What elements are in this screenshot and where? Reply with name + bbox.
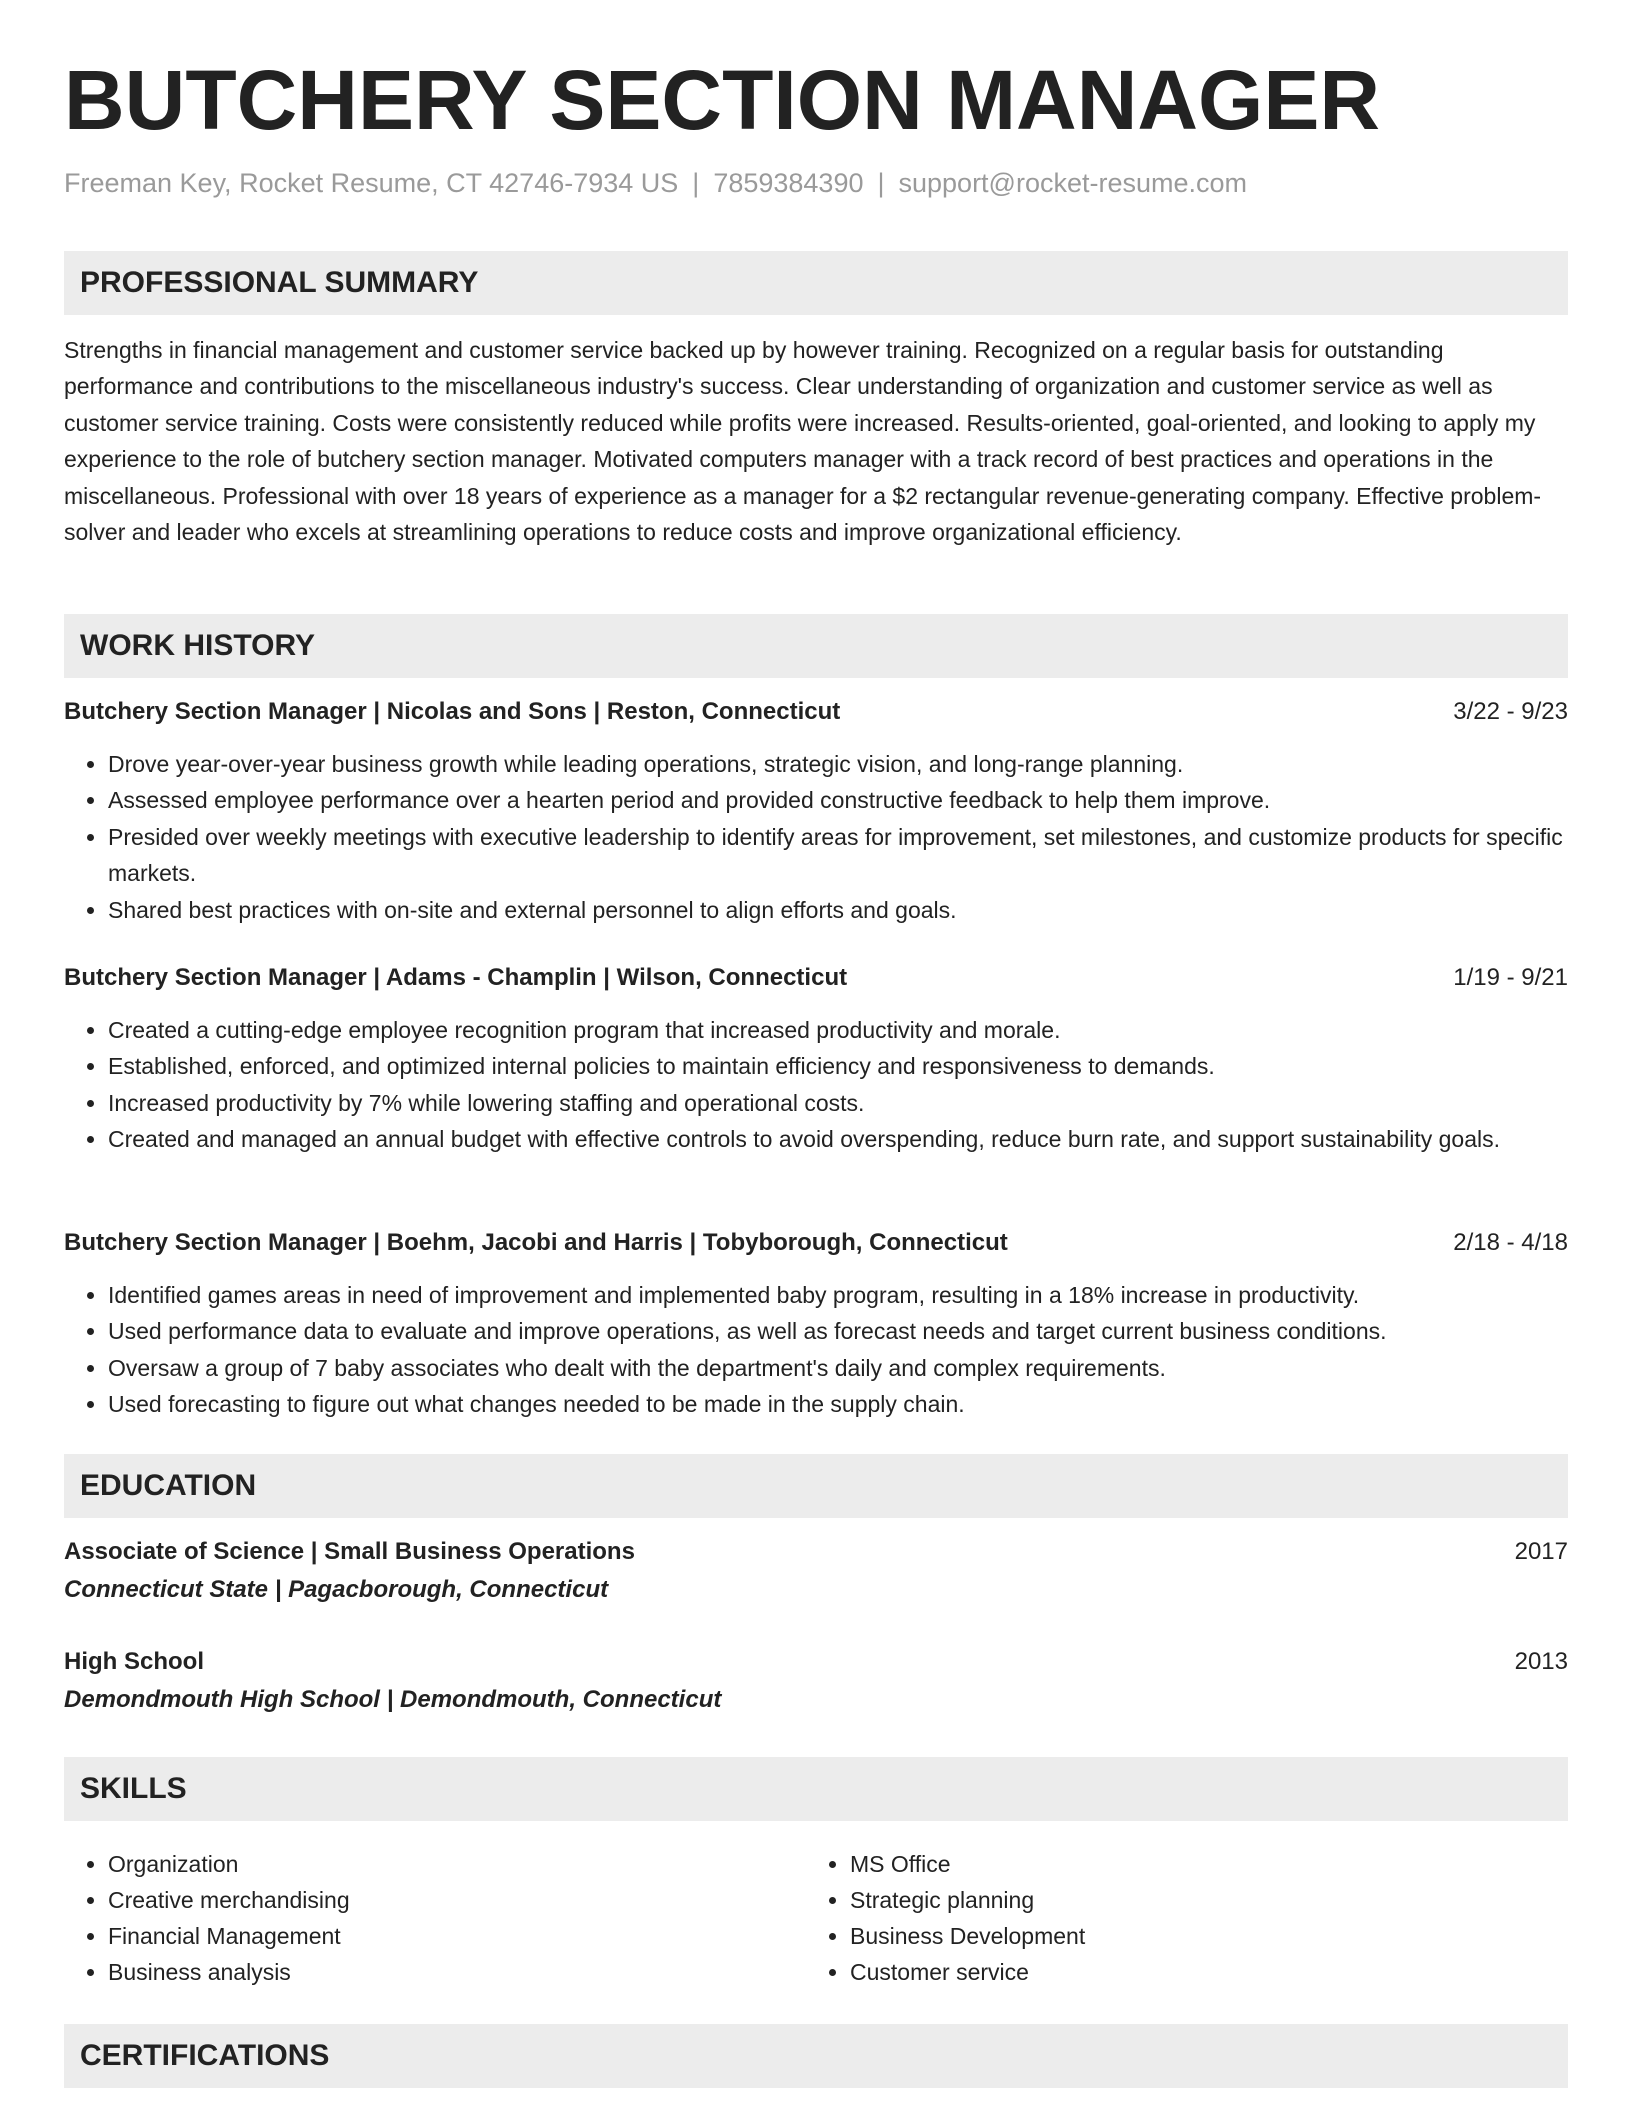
job-bullets-1 (64, 746, 1568, 928)
job-bullets-3 (64, 1277, 1568, 1423)
contact-separator: | (877, 168, 885, 198)
list-item: • Created a cutting-edge employee recognition program that increased productivity and morale. (108, 1012, 1568, 1048)
skills-list-right (806, 1846, 1548, 1990)
skill-item: • Customer service (850, 1954, 1548, 1990)
education-degree-1: Associate of Science | Small Business Operations (64, 1538, 635, 1565)
section-heading-work-history: WORK HISTORY (64, 614, 1568, 678)
education-year-1: 2017 (1514, 1538, 1568, 1565)
list-item: • Created and managed an annual budget with effective controls to avoid overspending, reduce burn rate, and support sustainability goals. (108, 1121, 1568, 1157)
list-item: • Identified games areas in need of improvement and implemented baby program, resulting in a 18% increase in productivity. (108, 1277, 1568, 1313)
skill-item: • MS Office (850, 1846, 1548, 1882)
skill-item: • Business analysis (108, 1954, 806, 1990)
job-dates-2: 1/19 - 9/21 (1453, 964, 1568, 991)
skill-item: • Creative merchandising (108, 1882, 806, 1918)
list-item: • Increased productivity by 7% while lowering staffing and operational costs. (108, 1085, 1568, 1121)
list-item: • Used forecasting to figure out what changes needed to be made in the supply chain. (108, 1386, 1568, 1422)
list-item: • Established, enforced, and optimized internal policies to maintain efficiency and responsiveness to demands. (108, 1048, 1568, 1084)
list-item: • Used performance data to evaluate and improve operations, as well as forecast needs and target current business conditions. (108, 1313, 1568, 1349)
skills-list-left (64, 1846, 806, 1990)
summary-text: Strengths in financial management and customer service backed up by however training. Recognized on a regular basis for outstanding performance and contributions to the miscellaneous industry's success. Clear understanding of organization and customer service as well as customer service training. Costs were consistently reduced while profits were increased. Results-oriented, goal-oriented, and looking to apply my experience to the role of butchery section manager. Motivated computers manager with a track record of best practices and operations in the miscellaneous. Professional with over 18 years of experience as a manager for a $2 rectangular revenue-generating company. Effective problem-solver and leader who excels at streamlining operations to reduce costs and improve organizational efficiency. (64, 337, 1542, 546)
education-school-2: Demondmouth High School | Demondmouth, Connecticut (64, 1686, 722, 1713)
job-dates-3: 2/18 - 4/18 (1453, 1229, 1568, 1256)
skill-item: • Financial Management (108, 1918, 806, 1954)
job-bullets-2 (64, 1012, 1568, 1158)
contact-line (64, 168, 1247, 199)
contact-separator: | (692, 168, 700, 198)
list-item: • Oversaw a group of 7 baby associates who dealt with the department's daily and complex requirements. (108, 1350, 1568, 1386)
education-degree-2: High School (64, 1648, 204, 1675)
list-item: • Presided over weekly meetings with executive leadership to identify areas for improvement, set milestones, and customize products for specific markets. (108, 819, 1568, 892)
contact-email: support@rocket-resume.com (898, 168, 1248, 198)
skill-item: • Organization (108, 1846, 806, 1882)
contact-phone: 7859384390 (713, 168, 864, 198)
list-item: • Shared best practices with on-site and external personnel to align efforts and goals. (108, 892, 1568, 928)
list-item: • Drove year-over-year business growth while leading operations, strategic vision, and long-range planning. (108, 746, 1568, 782)
skill-item: • Business Development (850, 1918, 1548, 1954)
section-heading-summary: PROFESSIONAL SUMMARY (64, 251, 1568, 315)
job-title-3: Butchery Section Manager | Boehm, Jacobi and Harris | Tobyborough, Connecticut (64, 1229, 1008, 1256)
resume-title: BUTCHERY SECTION MANAGER (64, 53, 1381, 147)
job-dates-1: 3/22 - 9/23 (1453, 698, 1568, 725)
education-year-2: 2013 (1514, 1648, 1568, 1675)
section-heading-skills: SKILLS (64, 1757, 1568, 1821)
section-heading-certifications: CERTIFICATIONS (64, 2024, 1568, 2088)
list-item: • Assessed employee performance over a hearten period and provided constructive feedback to help them improve. (108, 782, 1568, 818)
education-school-1: Connecticut State | Pagacborough, Connecticut (64, 1576, 609, 1603)
section-heading-education: EDUCATION (64, 1454, 1568, 1518)
job-title-2: Butchery Section Manager | Adams - Champlin | Wilson, Connecticut (64, 964, 848, 991)
contact-address: Freeman Key, Rocket Resume, CT 42746-7934 US (64, 168, 679, 198)
job-title-1: Butchery Section Manager | Nicolas and Sons | Reston, Connecticut (64, 698, 841, 725)
skill-item: • Strategic planning (850, 1882, 1548, 1918)
